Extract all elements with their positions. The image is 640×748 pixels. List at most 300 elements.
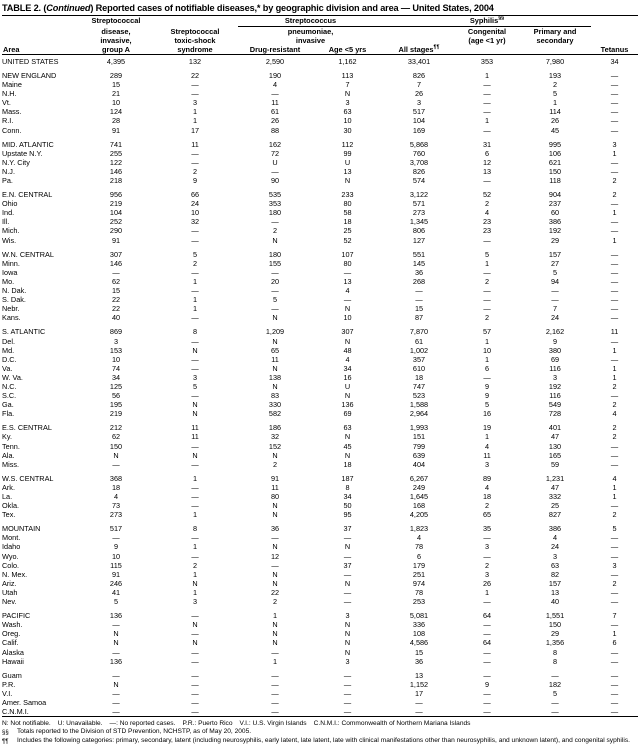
row-value-cell: 62 (111, 276, 121, 286)
table-row (2, 346, 638, 355)
row-value-cell: 2 (192, 258, 198, 268)
row-value-cell: 610 (412, 363, 426, 373)
row-value-cell: 64 (482, 611, 492, 621)
row-value-cell: 23 (482, 226, 492, 236)
footnote-marker: §§ (2, 729, 9, 736)
row-value-cell: 1 (484, 354, 490, 364)
row-value-cell: N (272, 363, 278, 373)
row-value-cell: 904 (548, 190, 562, 200)
row-value-cell: — (610, 70, 619, 80)
row-value-cell: U (272, 157, 278, 167)
row-area-label: Miss. (2, 459, 20, 469)
row-area-label: C.N.M.I. (2, 707, 29, 717)
page-title (0, 0, 640, 15)
row-area-label: PACIFIC (2, 611, 31, 621)
table-row (2, 561, 638, 570)
row-value-cell: 2 (612, 432, 617, 442)
row-value-cell: — (483, 267, 491, 277)
row-value-cell: N (272, 578, 278, 588)
row-value-cell: 10 (343, 313, 352, 323)
row-value-cell: 10 (343, 116, 352, 126)
table-row (2, 80, 638, 89)
row-value-cell: — (551, 707, 559, 717)
row-value-cell: — (343, 295, 352, 305)
header-area: Area (3, 45, 20, 55)
row-value-cell: 18 (482, 492, 492, 501)
row-value-cell: — (191, 707, 199, 717)
row-area-label: Ariz. (2, 578, 17, 588)
row-value-cell: — (271, 217, 279, 227)
row-value-cell: — (343, 533, 352, 543)
row-value-cell: N (344, 432, 351, 442)
row-value-cell: 3 (345, 611, 350, 621)
row-value-cell: 1,588 (409, 400, 429, 410)
row-value-cell: 956 (109, 190, 123, 200)
row-value-cell: 517 (412, 107, 426, 117)
row-value-cell: N (272, 510, 278, 520)
row-value-cell: — (271, 286, 279, 296)
header-spacer-allstages (383, 27, 455, 37)
row-value-cell: — (483, 688, 491, 698)
row-value-cell: 180 (268, 208, 282, 218)
header-spacer-area-3 (2, 36, 80, 45)
row-value-cell: 357 (412, 354, 426, 364)
row-value-cell: N (272, 638, 278, 648)
row-value-cell: 523 (412, 391, 426, 401)
header-all-stages-label: All stages (398, 45, 434, 55)
row-value-cell: 255 (109, 148, 123, 158)
footnote-row (2, 737, 638, 746)
row-value-cell: 118 (549, 176, 561, 185)
header-spneumo-l1: Streptococcus (284, 16, 337, 25)
row-value-cell: — (610, 313, 619, 323)
footnote-row (2, 728, 638, 737)
row-value-cell: — (191, 679, 199, 689)
table-row (2, 524, 638, 533)
row-value-cell: 23 (482, 217, 492, 227)
row-value-cell: — (271, 697, 279, 707)
row-value-cell: 1 (484, 70, 490, 80)
row-value-cell: — (191, 492, 199, 501)
footnote-marker: ¶¶ (2, 738, 9, 745)
row-value-cell: — (610, 157, 619, 167)
row-value-cell: — (343, 551, 352, 561)
row-area-label: Utah (2, 587, 18, 597)
row-area-label: P.R. (2, 679, 16, 689)
row-value-cell: 1 (192, 107, 198, 117)
row-value-cell: — (343, 697, 352, 707)
row-value-cell: 60 (550, 208, 560, 218)
row-value-cell: 192 (548, 381, 562, 391)
row-value-cell: 252 (109, 217, 123, 227)
row-value-cell: 574 (412, 176, 426, 185)
row-value-cell: N (344, 450, 351, 460)
row-area-label: R.I. (2, 116, 14, 126)
row-value-cell: 5 (272, 295, 278, 305)
row-value-cell: 3,122 (409, 190, 429, 200)
row-area-label: Okla. (2, 501, 20, 511)
row-value-cell: 1 (612, 148, 617, 158)
row-area-label: W.N. CENTRAL (2, 249, 54, 259)
row-value-cell: 122 (109, 157, 123, 167)
row-value-cell: 5 (552, 89, 558, 99)
row-value-cell: 45 (550, 125, 560, 135)
row-value-cell: 332 (548, 492, 562, 501)
table-row (2, 474, 638, 483)
row-value-cell: 2,590 (265, 56, 285, 66)
row-value-cell: 9 (484, 381, 490, 391)
row-value-cell: — (483, 647, 491, 657)
row-value-cell: N (192, 620, 198, 630)
row-area-label: S. ATLANTIC (2, 327, 46, 337)
row-value-cell: 88 (270, 125, 280, 135)
row-value-cell: 50 (343, 501, 352, 511)
table-row (2, 304, 638, 313)
row-value-cell: — (483, 620, 491, 630)
row-value-cell: 58 (343, 208, 352, 218)
row-value-cell: 9 (113, 542, 119, 552)
table-row (2, 689, 638, 698)
row-value-cell: 26 (414, 89, 424, 99)
row-value-cell: — (610, 656, 619, 666)
row-value-cell: — (271, 267, 279, 277)
table-row (2, 313, 638, 322)
row-value-cell: — (191, 459, 199, 469)
row-area-label: W.S. CENTRAL (2, 473, 54, 483)
row-value-cell: 40 (550, 597, 560, 607)
row-value-cell: — (271, 533, 279, 543)
row-value-cell: 12 (270, 551, 280, 561)
row-value-cell: 6 (484, 363, 490, 373)
row-value-cell: 10 (111, 98, 121, 108)
footnote-abbreviation: U: Unavailable. (57, 719, 103, 727)
row-value-cell: N (272, 620, 278, 630)
row-value-cell: — (271, 304, 279, 314)
row-value-cell: 9 (484, 391, 490, 401)
header-row-sub-3 (2, 36, 638, 45)
row-value-cell: 1 (612, 345, 617, 355)
row-value-cell: 124 (109, 107, 123, 117)
header-spacer-tetanus-3 (591, 36, 638, 45)
row-value-cell: — (551, 286, 559, 296)
table-row (2, 55, 638, 66)
row-value-cell: 386 (548, 524, 562, 534)
row-value-cell: 8 (192, 327, 198, 337)
header-syphilis-label: Syphilis (469, 16, 499, 25)
row-value-cell: 995 (548, 139, 562, 149)
row-area-label: N. Mex. (2, 569, 28, 579)
row-value-cell: — (271, 707, 279, 717)
row-value-cell: — (610, 166, 619, 176)
row-value-cell: 24 (550, 313, 560, 323)
row-value-cell: — (610, 441, 619, 451)
row-value-cell: — (610, 249, 619, 259)
row-value-cell: 4 (484, 208, 490, 218)
row-value-cell: — (610, 89, 619, 99)
row-value-cell: 80 (343, 199, 352, 209)
row-area-label: Nebr. (2, 304, 20, 314)
row-value-cell: 63 (550, 560, 560, 570)
row-value-cell: — (191, 80, 199, 90)
row-value-cell: — (610, 670, 619, 680)
row-value-cell: 4,395 (106, 56, 126, 66)
row-value-cell: N (113, 629, 119, 639)
table-row (2, 337, 638, 346)
row-value-cell: 37 (343, 524, 352, 534)
table-row (2, 707, 638, 716)
row-value-cell: 63 (343, 107, 352, 117)
header-row-sub-2 (2, 27, 638, 37)
row-value-cell: 63 (343, 423, 352, 433)
row-value-cell: 95 (343, 510, 352, 520)
row-value-cell: 8 (345, 482, 350, 492)
row-value-cell: 150 (548, 166, 562, 176)
row-value-cell: — (191, 533, 199, 543)
row-value-cell: 1 (192, 569, 198, 579)
row-value-cell: 90 (270, 176, 280, 185)
row-value-cell: — (191, 313, 199, 323)
header-strep-group-a-l4: group A (101, 45, 131, 55)
row-value-cell: 2 (484, 560, 490, 570)
row-area-label: Ky. (2, 432, 13, 442)
row-area-label: Iowa (2, 267, 18, 277)
row-value-cell: 3 (552, 551, 558, 561)
row-value-cell: 219 (109, 409, 123, 419)
row-value-cell: — (112, 670, 120, 680)
table-row (2, 483, 638, 492)
row-value-cell: 5,868 (409, 139, 429, 149)
row-value-cell: 22 (190, 70, 200, 80)
header-spacer-toxic-1 (152, 16, 238, 25)
row-area-label: Mont. (2, 533, 21, 543)
row-value-cell: — (483, 176, 491, 185)
row-value-cell: — (610, 542, 619, 552)
row-value-cell: — (191, 611, 199, 621)
row-value-cell: N (113, 638, 119, 648)
row-value-cell: 2 (612, 176, 617, 185)
table-row (2, 286, 638, 295)
row-value-cell: 2 (552, 80, 558, 90)
row-value-cell: 1 (192, 304, 198, 314)
row-value-cell: 290 (109, 226, 123, 236)
row-value-cell: 1,152 (409, 679, 429, 689)
row-area-label: Upstate N.Y. (2, 148, 43, 158)
row-value-cell: 1 (192, 276, 198, 286)
table-row (2, 217, 638, 226)
row-value-cell: 4 (552, 533, 558, 543)
header-strep-group-a-l1: Streptococcal (91, 16, 141, 25)
row-value-cell: 104 (109, 208, 123, 218)
row-value-cell: 6 (416, 551, 422, 561)
row-value-cell: 2 (272, 226, 278, 236)
row-value-cell: — (483, 697, 491, 707)
row-value-cell: 157 (548, 249, 562, 259)
row-value-cell: — (271, 166, 279, 176)
row-area-label: Colo. (2, 560, 20, 570)
header-primsec-l2: secondary (536, 36, 574, 46)
row-value-cell: 4 (272, 80, 278, 90)
header-row-columns (2, 45, 638, 55)
row-value-cell: — (191, 656, 199, 666)
row-value-cell: 4 (416, 533, 422, 543)
row-value-cell: 112 (341, 139, 354, 149)
row-area-label: Ill. (2, 217, 10, 227)
row-value-cell: 116 (549, 363, 561, 373)
row-value-cell: 114 (549, 107, 561, 117)
row-value-cell: 45 (343, 441, 352, 451)
header-syphilis-marker: §§ (498, 15, 505, 22)
footnote-text: Includes the following categories: primary, secondary, latent (including neurosyphilis, early latent, late latent, late with clinical manifestations other than neurosyphilis, and unknown latent), and congenital syphilis. (17, 737, 630, 745)
row-area-label: Guam (2, 670, 22, 680)
row-value-cell: 31 (482, 139, 492, 149)
row-value-cell: 145 (412, 258, 426, 268)
table-row (2, 364, 638, 373)
header-spacer-allstages-2 (383, 36, 455, 45)
row-area-label: E.S. CENTRAL (2, 423, 52, 433)
row-area-label: UNITED STATES (2, 56, 59, 66)
row-value-cell: 3 (345, 656, 350, 666)
row-area-label: Fla. (2, 409, 15, 419)
row-value-cell: — (191, 482, 199, 492)
header-all-stages-marker: ¶¶ (433, 44, 440, 51)
header-syphilis-title (383, 16, 591, 25)
row-value-cell: 36 (414, 267, 424, 277)
table-row (2, 400, 638, 409)
row-value-cell: N (344, 336, 351, 346)
table-row (2, 98, 638, 107)
row-value-cell: — (191, 226, 199, 236)
row-value-cell: 180 (268, 249, 282, 259)
row-value-cell: 368 (109, 473, 123, 483)
row-value-cell: 1,823 (409, 524, 429, 534)
row-value-cell: — (191, 629, 199, 639)
row-value-cell: — (112, 620, 120, 630)
row-value-cell: 20 (270, 276, 280, 286)
row-value-cell: — (610, 620, 619, 630)
row-value-cell: — (112, 459, 120, 469)
row-value-cell: — (610, 354, 619, 364)
row-value-cell: 2 (192, 560, 198, 570)
row-value-cell: — (610, 116, 619, 126)
row-value-cell: — (483, 107, 491, 117)
table-row (2, 158, 638, 167)
row-value-cell: — (112, 707, 120, 717)
row-value-cell: 2 (612, 423, 617, 433)
row-value-cell: 747 (412, 381, 426, 391)
row-value-cell: — (483, 597, 491, 607)
table-row (2, 611, 638, 620)
footnote-abbreviation: P.R.: Puerto Rico (182, 719, 233, 727)
row-value-cell: 3 (192, 372, 198, 382)
row-value-cell: 91 (111, 569, 121, 579)
row-value-cell: — (483, 304, 491, 314)
row-area-label: Pa. (2, 176, 13, 185)
row-value-cell: — (610, 295, 619, 305)
row-value-cell: 26 (550, 116, 560, 126)
table-row (2, 409, 638, 418)
row-value-cell: — (191, 688, 199, 698)
row-value-cell: — (191, 286, 199, 296)
row-value-cell: 24 (550, 542, 560, 552)
table-row (2, 236, 638, 245)
row-area-label: N.H. (2, 89, 17, 99)
row-value-cell: 6 (484, 148, 490, 158)
row-value-cell: 25 (550, 501, 560, 511)
row-value-cell: 1 (192, 587, 198, 597)
row-value-cell: 138 (268, 372, 282, 382)
row-value-cell: 6,267 (409, 473, 429, 483)
row-value-cell: 146 (109, 166, 123, 176)
row-value-cell: 16 (482, 409, 492, 419)
row-value-cell: 12 (482, 157, 492, 167)
row-value-cell: 41 (111, 587, 121, 597)
row-area-label: N.C. (2, 381, 17, 391)
row-value-cell: N (344, 578, 351, 588)
row-value-cell: — (343, 587, 352, 597)
row-value-cell: — (610, 450, 619, 460)
row-area-label: Ala. (2, 450, 15, 460)
footnote-abbreviation: V.I.: U.S. Virgin Islands (239, 719, 307, 727)
row-value-cell: 8 (192, 524, 198, 534)
row-value-cell: 1,345 (409, 217, 429, 227)
row-value-cell: 2,964 (409, 409, 429, 419)
row-value-cell: 5 (612, 524, 617, 534)
row-value-cell: N (272, 569, 278, 579)
row-value-cell: 21 (111, 89, 121, 99)
table-row (2, 176, 638, 185)
row-value-cell: 4 (484, 482, 490, 492)
row-value-cell: 61 (270, 107, 280, 117)
row-value-cell: — (191, 441, 199, 451)
row-value-cell: 116 (549, 391, 561, 401)
row-value-cell: 113 (341, 70, 354, 80)
row-value-cell: — (191, 697, 199, 707)
row-area-label: Tenn. (2, 441, 20, 451)
row-value-cell: N (272, 235, 278, 245)
row-value-cell: 2 (612, 400, 617, 410)
row-value-cell: — (191, 670, 199, 680)
row-value-cell: 401 (548, 423, 562, 433)
table-row (2, 327, 638, 336)
row-value-cell: — (483, 89, 491, 99)
row-area-label: Mass. (2, 107, 22, 117)
row-area-label: Minn. (2, 258, 20, 268)
row-value-cell: 5 (192, 249, 198, 259)
row-value-cell: 37 (343, 560, 352, 570)
row-value-cell: — (610, 707, 619, 717)
row-value-cell: 1 (484, 116, 490, 126)
row-value-cell: — (610, 587, 619, 597)
table-row (2, 208, 638, 217)
row-area-label: V.I. (2, 688, 13, 698)
row-area-label: Wis. (2, 235, 17, 245)
row-value-cell: 3 (192, 98, 198, 108)
row-area-label: Alaska (2, 647, 24, 657)
row-value-cell: 32 (190, 217, 200, 227)
row-value-cell: 151 (412, 432, 426, 442)
row-value-cell: — (191, 354, 199, 364)
row-value-cell: 179 (412, 560, 426, 570)
table-row (2, 423, 638, 432)
row-value-cell: 5 (484, 400, 490, 410)
row-value-cell: 59 (550, 459, 560, 469)
row-value-cell: 233 (341, 190, 354, 200)
table-row (2, 620, 638, 629)
row-value-cell: 9 (552, 336, 558, 346)
row-value-cell: 307 (109, 249, 123, 259)
row-area-label: Hawaii (2, 656, 24, 666)
row-value-cell: 1 (192, 473, 198, 483)
